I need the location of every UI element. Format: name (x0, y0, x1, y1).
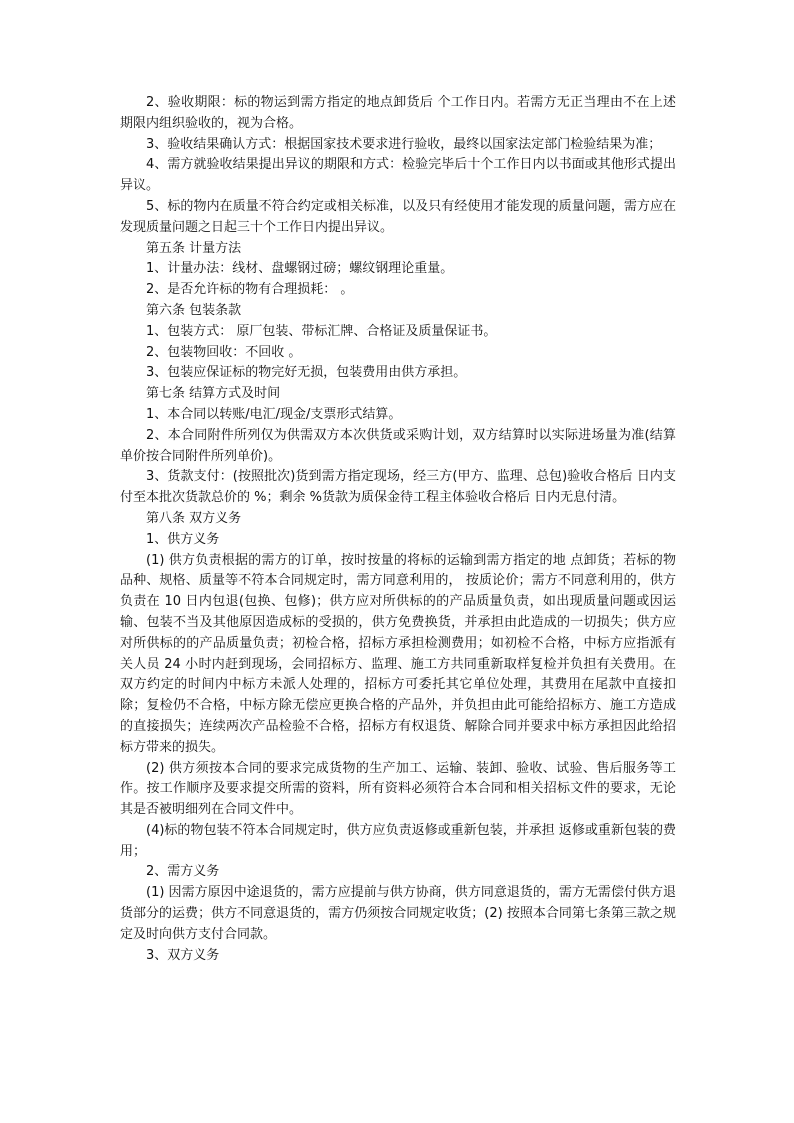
measurement-method-paragraph: 1、计量办法：线材、盘螺钢过磅；螺纹钢理论重量。 (146, 261, 454, 277)
supplier-obligation-4-paragraph: (4)标的物包装不符本合同规定时，供方应负责返修或重新包装，并承担 返修或重新包装的费用； (120, 822, 676, 859)
packaging-recovery-paragraph: 2、包装物回收：不回收 。 (146, 344, 302, 360)
supplier-obligations-heading: 1、供方义务 (146, 531, 220, 547)
document-page (120, 93, 676, 966)
supplier-obligation-2-paragraph: (2) 供方须按本合同的要求完成货物的生产加工、运输、装卸、验收、试验、售后服务等工作。按工作顺序及要求提交所需的资料，所有资料必须符合本合同和相关招标文件的要求，无论其是否被明细列在合同文件中。 (120, 760, 676, 818)
supplier-obligation-1-paragraph: (1) 供方负责根据的需方的订单，按时按量的将标的运输到需方指定的地 点卸货；若标的物品种、规格、质量等不符本合同规定时，需方同意利用的， 按质论价；需方不同意利用的，供方负责在 10 日内包退(包换、包修)；供方应对所供标的的产品质量负责，如出现质量问题或因运输、包装不当及其他原因造成标的受损的，供方免费换货，并承担由此造成的一切损失；供方应对所供标的的产品质量负责；初检合格，招标方承担检测费用；如初检不合格，中标方应指派有关人员 24 小时内赶到现场，会同招标方、监理、施工方共同重新取样复检并负担有关费用。在双方约定的时间内中标方未派人处理的，招标方可委托其它单位处理，其费用在尾款中直接扣除；复检仍不合格，中标方除无偿应更换合格的产品外，并负担由此可能给招标方、施工方造成的直接损失；连续两次产品检验不合格，招标方有权退货、解除合同并要求中标方承担因此给招标方带来的损失。 (120, 552, 676, 755)
packaging-guarantee-paragraph: 3、包装应保证标的物完好无损，包装费用由供方承担。 (146, 365, 467, 381)
buyer-obligation-paragraph: (1) 因需方原因中途退货的，需方应提前与供方协商，供方同意退货的，需方无需偿付供方退货部分的运费；供方不同意退货的，需方仍须按合同规定收货；(2) 按照本合同第七条第三款之规定及时向供方支付合同款。 (120, 885, 676, 942)
payment-terms-paragraph: 3、货款支付：(按照批次)货到需方指定现场，经三方(甲方、监理、总包)验收合格后 日内支付至本批次货款总价的 %；剩余 %货款为质保金待工程主体验收合格后 日内无息付清。 (120, 469, 676, 506)
article-6-heading: 第六条 包装条款 (146, 302, 242, 318)
settlement-form-paragraph: 1、本合同以转账/电汇/现金/支票形式结算。 (146, 406, 402, 422)
packaging-method-paragraph: 1、包装方式： 原厂包装、带标汇牌、合格证及质量保证书。 (146, 323, 497, 339)
article-5-heading: 第五条 计量方法 (146, 240, 242, 256)
buyer-obligations-heading: 2、需方义务 (146, 864, 220, 880)
quality-defect-paragraph: 5、标的物内在质量不符合约定或相关标准，以及只有经使用才能发现的质量问题，需方应在发现质量问题之日起三十个工作日内提出异议。 (120, 198, 676, 235)
article-7-heading: 第七条 结算方式及时间 (146, 386, 281, 402)
acceptance-result-paragraph: 3、验收结果确认方式：根据国家技术要求进行验收，最终以国家法定部门检验结果为准； (146, 136, 662, 152)
mutual-obligations-heading: 3、双方义务 (146, 947, 220, 963)
reasonable-loss-paragraph: 2、是否允许标的物有合理损耗： 。 (146, 282, 354, 298)
article-8-heading: 第八条 双方义务 (146, 510, 242, 526)
objection-period-paragraph: 4、需方就验收结果提出异议的期限和方式：检验完毕后十个工作日内以书面或其他形式提出异议。 (120, 157, 676, 194)
acceptance-period-paragraph: 2、验收期限：标的物运到需方指定的地点卸货后 个工作日内。若需方无正当理由不在上述期限内组织验收的，视为合格。 (120, 95, 676, 131)
settlement-basis-paragraph: 2、本合同附件所列仅为供需双方本次供货或采购计划，双方结算时以实际进场量为准(结算单价按合同附件所列单价)。 (120, 427, 676, 464)
